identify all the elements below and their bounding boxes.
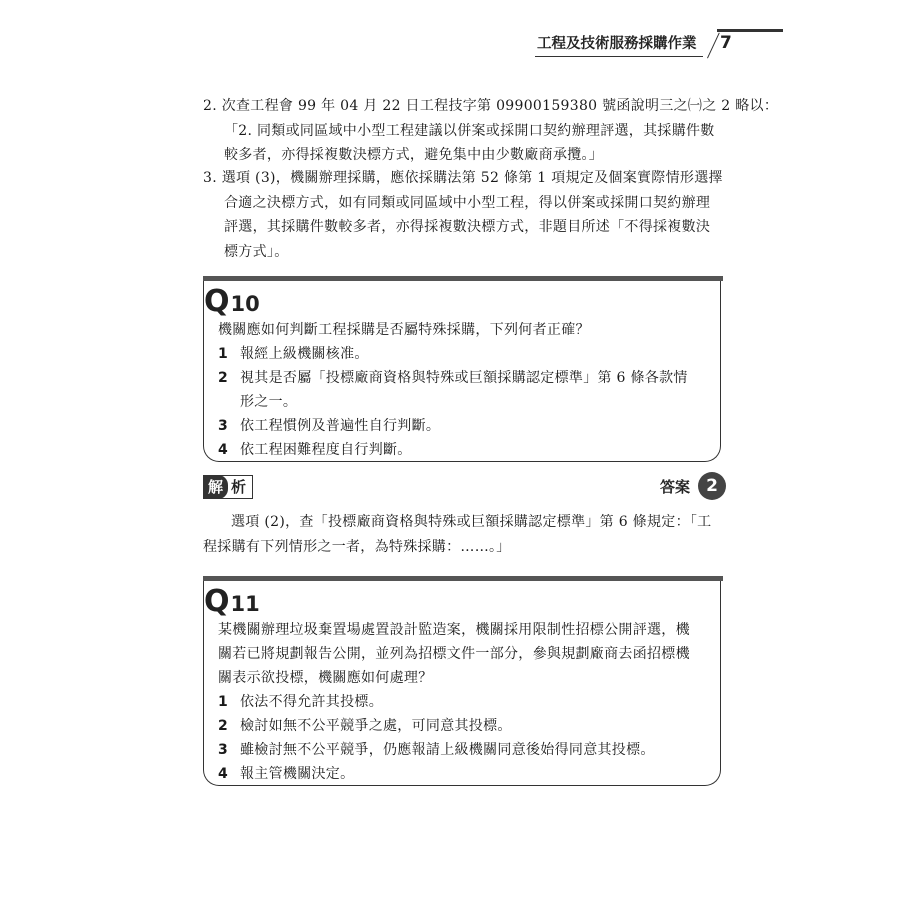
option-number: 3 (218, 742, 229, 758)
analysis-text (203, 510, 712, 559)
question-10-box (203, 276, 721, 462)
chapter-title: 工程及技術服務採購作業 (537, 36, 697, 52)
option-4 (218, 438, 412, 462)
text-line: 較多者，亦得採複數決標方式，避免集中由少數廠商承攬。」 (224, 147, 604, 163)
answer-label: 答案 (660, 478, 691, 496)
option-number: 2 (218, 718, 229, 734)
text-line: 3. 選項 (3)，機關辦理採購，應依採購法第 52 條第 1 項規定及個案實際情形選擇 (203, 170, 723, 186)
question-11-box (203, 576, 721, 786)
text-line: 選項 (2)，查「投標廠商資格與特殊或巨額採購認定標準」第 6 條規定：「工 (231, 514, 712, 530)
option-number: 2 (218, 370, 229, 386)
question-num: 11 (230, 592, 260, 616)
stem-line: 機關應如何判斷工程採購是否屬特殊採購，下列何者正確？ (218, 322, 590, 338)
running-header (535, 24, 783, 64)
option-number: 1 (218, 694, 229, 710)
explanation-item-2 (203, 94, 778, 168)
option-number: 1 (218, 346, 229, 362)
option-1 (218, 690, 383, 714)
option-1 (218, 342, 369, 366)
option-2 (218, 714, 512, 738)
text-line: 2. 次查工程會 99 年 04 月 22 日工程技字第 09900159380 號函說明三之㈠之 2 略以： (203, 98, 779, 114)
option-text: 依工程困難程度自行判斷。 (240, 442, 412, 458)
option-number: 4 (218, 766, 229, 782)
analysis-badge (203, 475, 253, 499)
text-line: 評選，其採購件數較多者，亦得採複數決標方式，非題目所述「不得採複數決 (224, 219, 711, 235)
stem-line: 關表示欲投標，機關應如何處理？ (218, 670, 433, 686)
text-line: 「2. 同類或同區域中小型工程建議以併案或採開口契約辦理評選，其採購件數 (224, 122, 715, 139)
text-line: 合適之決標方式，如有同類或同區域中小型工程，得以併案或採開口契約辦理 (224, 194, 711, 211)
stem-line: 關若已將規劃報告公開，並列為招標文件一部分，參與規劃廠商去函招標機 (218, 646, 690, 662)
question-stem (218, 618, 690, 690)
stem-line: 某機關辦理垃圾棄置場處置設計監造案，機關採用限制性招標公開評選，機 (218, 622, 690, 638)
analysis-label-right: 析 (231, 478, 247, 496)
question-num: 10 (230, 292, 260, 316)
question-top-bar (203, 276, 723, 281)
question-number (204, 586, 260, 620)
page-number: 7 (720, 33, 732, 53)
header-rule-top (717, 29, 783, 32)
option-number: 4 (218, 442, 229, 458)
header-rule (535, 56, 703, 57)
question-q-letter: Q (204, 584, 230, 619)
option-4 (218, 762, 354, 786)
text-line: 程採購有下列情形之一者，為特殊採購：……。」 (203, 538, 511, 555)
text-line: 標方式」。 (224, 243, 289, 260)
option-text-cont: 形之一。 (240, 394, 298, 410)
option-text: 報主管機關決定。 (240, 766, 355, 782)
question-top-bar (203, 576, 723, 581)
option-text: 雖檢討無不公平競爭，仍應報請上級機關同意後始得同意其投標。 (240, 742, 655, 758)
question-q-letter: Q (204, 284, 230, 319)
option-text: 依工程慣例及普遍性自行判斷。 (240, 418, 441, 434)
option-text: 報經上級機關核准。 (240, 346, 369, 362)
analysis-label-left: 解 (203, 475, 228, 499)
header-slash (707, 33, 720, 59)
option-3 (218, 738, 655, 762)
option-text: 檢討如無不公平競爭之處，可同意其投標。 (240, 718, 512, 734)
explanation-item-3 (203, 166, 723, 264)
question-number (204, 286, 260, 320)
option-number: 3 (218, 418, 229, 434)
question-stem (218, 318, 590, 342)
option-3 (218, 414, 440, 438)
option-2 (218, 366, 688, 414)
option-text: 依法不得允許其投標。 (240, 694, 383, 710)
answer-badge: 2 (698, 472, 726, 500)
option-text: 視其是否屬「投標廠商資格與特殊或巨額採購認定標準」第 6 條各款情 (240, 370, 688, 386)
